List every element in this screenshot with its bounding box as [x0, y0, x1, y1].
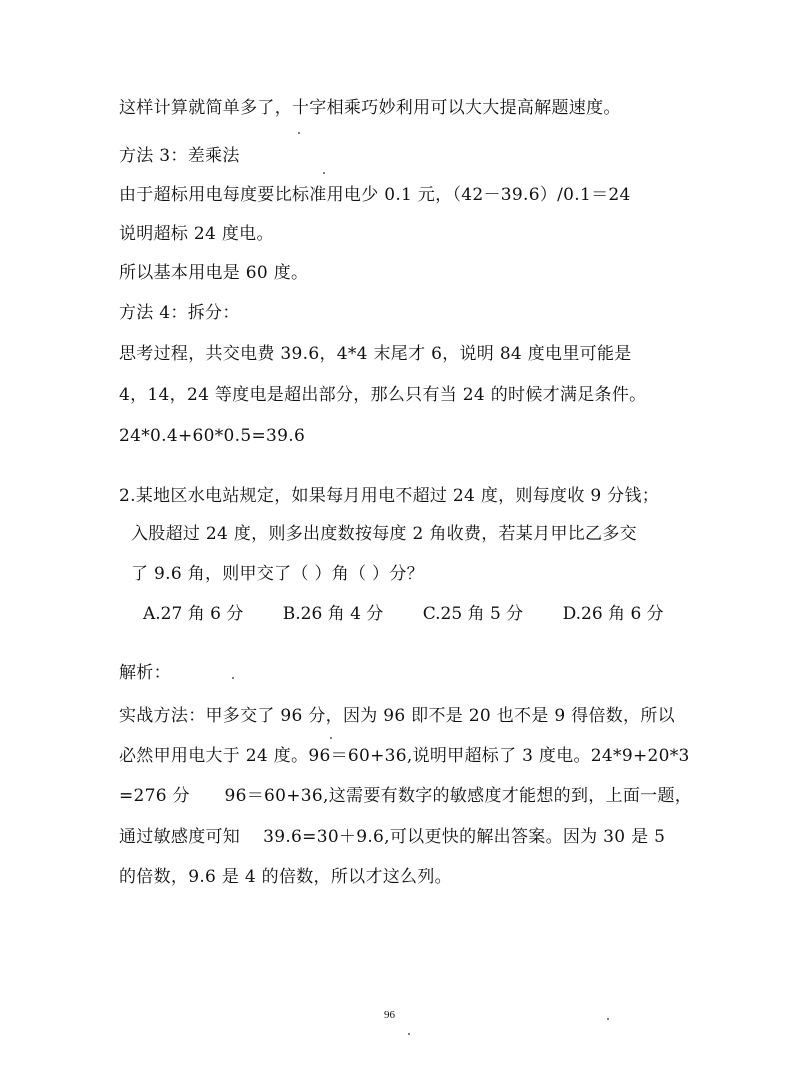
scan-speck: [408, 1033, 410, 1035]
scan-speck: [330, 737, 332, 739]
text-line-5: 所以基本用电是 60 度。: [119, 263, 309, 283]
text-line-4: 说明超标 24 度电。: [119, 224, 274, 244]
question-2-line-3: 了 9.6 角，则甲交了（ ）角（ ）分？: [131, 564, 424, 584]
method-3-heading: 方法 3：差乘法: [119, 146, 240, 166]
text-line-3: 由于超标用电每度要比标准用电少 0.1 元，（42－39.6）/0.1＝24: [119, 185, 631, 205]
option-a: A.27 角 6 分: [143, 604, 244, 624]
method-4-heading: 方法 4：拆分：: [119, 303, 240, 323]
text-line-7: 思考过程，共交电费 39.6，4*4 末尾才 6，说明 84 度电里可能是: [119, 344, 632, 364]
option-c: C.25 角 5 分: [422, 604, 524, 624]
page-number: 96: [384, 1009, 395, 1021]
scan-speck: [607, 1018, 609, 1020]
analysis-line-1: 实战方法：甲多交了 96 分，因为 96 即不是 20 也不是 9 得倍数，所以: [119, 706, 675, 726]
analysis-line-5: 的倍数，9.6 是 4 的倍数，所以才这么列。: [119, 867, 452, 887]
analysis-line-3: =276 分 96＝60+36,这需要有数字的敏感度才能想的到，上面一题，: [119, 786, 693, 806]
option-b: B.26 角 4 分: [282, 604, 384, 624]
question-2-line-1: 2.某地区水电站规定，如果每月用电不超过 24 度，则每度收 9 分钱；: [119, 486, 660, 506]
equation-line: 24*0.4+60*0.5=39.6: [119, 426, 306, 446]
scan-speck: [232, 677, 234, 679]
text-line-1: 这样计算就简单多了，十字相乘巧妙利用可以大大提高解题速度。: [119, 98, 621, 118]
analysis-heading: 解析：: [119, 663, 171, 683]
scan-speck: [298, 132, 300, 134]
analysis-line-2: 必然甲用电大于 24 度。96＝60+36,说明甲超标了 3 度电。24*9+20*3: [119, 746, 690, 766]
answer-options: [143, 603, 698, 625]
question-2-line-2: 入股超过 24 度，则多出度数按每度 2 角收费，若某月甲比乙多交: [131, 524, 637, 544]
scan-speck: [323, 172, 325, 174]
text-line-8: 4，14，24 等度电是超出部分，那么只有当 24 的时候才满足条件。: [119, 385, 647, 405]
analysis-line-4: 通过敏感度可知 39.6=30＋9.6,可以更快的解出答案。因为 30 是 5: [119, 827, 666, 847]
option-d: D.26 角 6 分: [562, 604, 664, 624]
